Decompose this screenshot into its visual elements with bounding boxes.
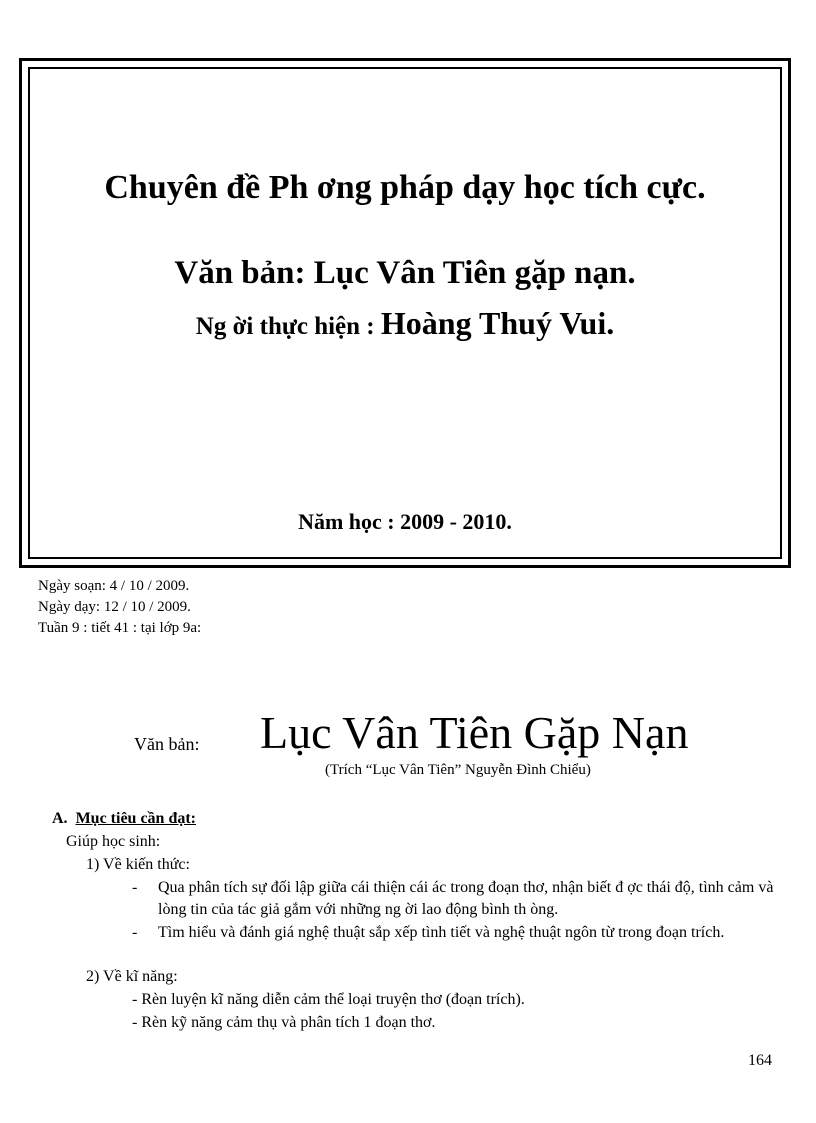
section-a-title: Mục tiêu cần đạt: (75, 810, 196, 827)
cover-school-year: Năm học : 2009 - 2010. (298, 509, 512, 534)
knowledge-bullet (132, 922, 782, 944)
cover-author-name: Hoàng Thuý Vui. (380, 305, 615, 341)
knowledge-bullet (132, 877, 782, 921)
bullet-text: Qua phân tích sự đối lập giữa cái thiện cái ác trong đoạn thơ, nhận biết đ ợc thái độ, tình cảm và lòng tin của tác giả gắm với những ng ời lao động bình th òng. (158, 879, 774, 918)
section-a-heading (52, 810, 196, 828)
cover-topic: Chuyên đề Ph ơng pháp dạy học tích cực. (104, 169, 706, 206)
bullet-dash: - (132, 924, 138, 941)
cover-inner-frame (28, 67, 782, 559)
teach-date: Ngày dạy: 12 / 10 / 2009. (38, 599, 191, 615)
lesson-meta (38, 576, 201, 639)
section-a-marker: A. (52, 810, 68, 827)
bullet-text: Tìm hiểu và đánh giá nghệ thuật sắp xếp tình tiết và nghệ thuật ngôn từ trong đoạn trích. (158, 924, 725, 941)
page-number: 164 (748, 1052, 772, 1069)
title-subtitle: (Trích “Lục Vân Tiên” Nguyễn Đình Chiểu) (325, 762, 591, 778)
knowledge-heading: 1) Về kiến thức: (86, 856, 190, 873)
cover-frame (19, 58, 791, 568)
section-a-intro: Giúp học sinh: (66, 833, 161, 850)
bullet-dash: - (132, 879, 138, 896)
skill-item: - Rèn luyện kĩ năng diễn cảm thể loại truyện thơ (đoạn trích). (132, 991, 525, 1008)
prep-date: Ngày soạn: 4 / 10 / 2009. (38, 578, 190, 594)
skills-heading: 2) Về kĩ năng: (86, 968, 178, 985)
skill-item: - Rèn kỹ năng cảm thụ và phân tích 1 đoạn thơ. (132, 1014, 436, 1031)
week-period: Tuần 9 : tiết 41 : tại lớp 9a: (38, 620, 202, 636)
title-label: Văn bản: (134, 734, 200, 754)
cover-text-title: Văn bản: Lục Vân Tiên gặp nạn. (174, 255, 636, 291)
title-main: Lục Vân Tiên Gặp Nạn (260, 707, 689, 758)
cover-author (30, 305, 780, 342)
cover-author-label: Ng ời thực hiện : (195, 313, 381, 340)
